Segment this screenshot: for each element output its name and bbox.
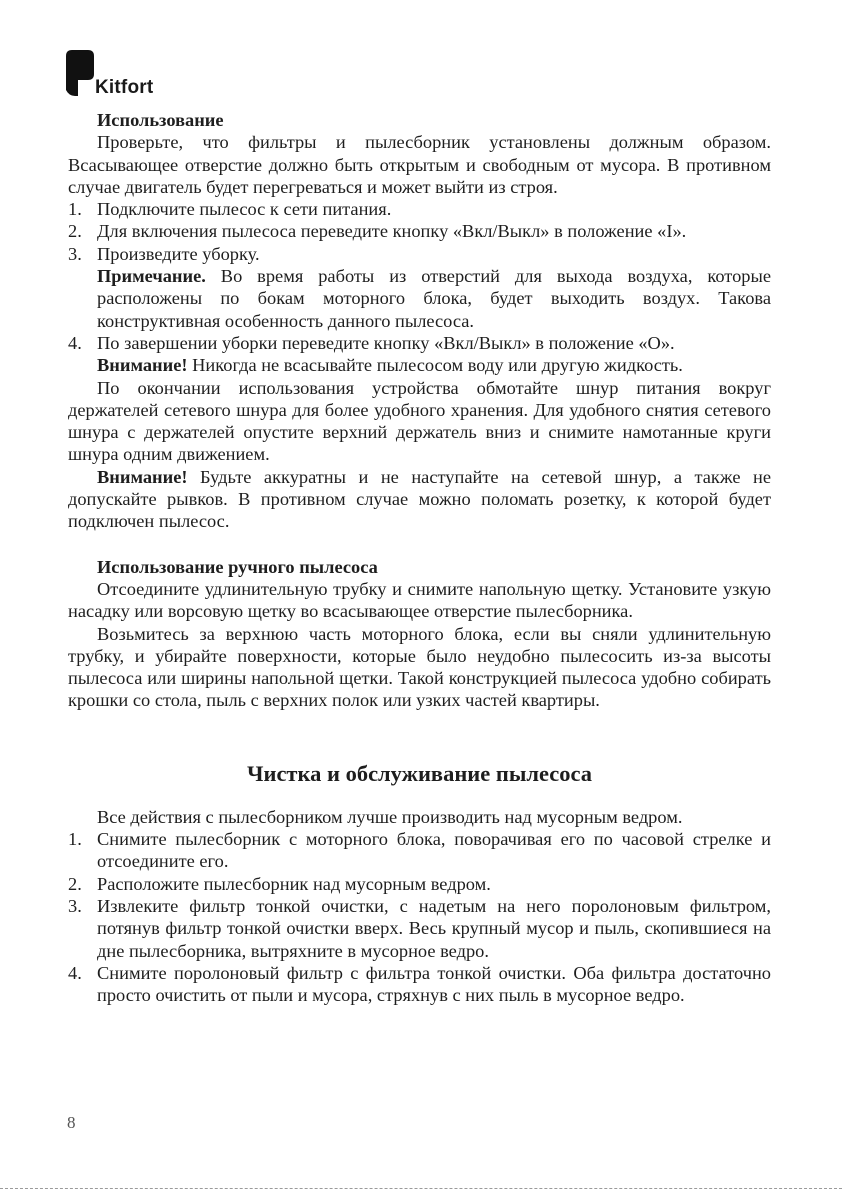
list-number: 1. <box>68 829 82 850</box>
document-body <box>68 109 771 1006</box>
page-number: 8 <box>67 1113 76 1132</box>
usage-intro: Проверьте, что фильтры и пылесборник установлены должным образом. Всасывающее отверстие должно быть открытым и свободным от мусора. В противном случае двигатель будет перегреваться и может выйти из строя. <box>68 132 771 197</box>
list-text: Подключите пылесос к сети питания. <box>97 199 392 220</box>
list-item <box>68 828 771 873</box>
list-number: 3. <box>68 895 82 916</box>
storage-paragraph: По окончании использования устройства обмотайте шнур питания вокруг держателей сетевого шнура для более удобного хранения. Для удобного снятия сетевого шнура с держателей опустите верхний держатель вниз и снимите намотанные круги шнура одним движением. <box>68 377 771 465</box>
list-number: 1. <box>68 199 82 220</box>
list-number: 3. <box>68 243 82 264</box>
list-number: 2. <box>68 873 82 894</box>
list-text: По завершении уборки переведите кнопку «Вкл/Выкл» в положение «O». <box>97 332 675 353</box>
note-label: Примечание. <box>97 266 206 287</box>
section-title-handheld: Использование ручного пылесоса <box>97 556 378 577</box>
list-item <box>68 220 771 242</box>
section-title-cleaning: Чистка и обслуживание пылесоса <box>246 760 593 786</box>
page-bottom-divider <box>0 1188 842 1189</box>
warning-text: Будьте аккуратны и не наступайте на сетевой шнур, а также не допускайте рывков. В противном случае можно поломать розетку, к которой будет подключен пылесос. <box>68 466 771 532</box>
list-text: Для включения пылесоса переведите кнопку «Вкл/Выкл» в положение «I». <box>97 221 687 242</box>
list-text: Снимите поролоновый фильтр с фильтра тонкой очистки. Оба фильтра достаточно просто очистить от пыли и мусора, стряхнув с них пыль в мусорное ведро. <box>97 962 771 1006</box>
list-item <box>68 962 771 1007</box>
list-item <box>68 332 771 354</box>
list-text: Снимите пылесборник с моторного блока, поворачивая его по часовой стрелке и отсоедините его. <box>97 829 771 872</box>
warning-paragraph <box>68 466 771 533</box>
list-number: 4. <box>68 332 82 353</box>
list-number: 4. <box>68 962 82 983</box>
list-text: Произведите уборку. <box>97 243 260 264</box>
handheld-paragraph: Возьмитесь за верхнюю часть моторного блока, если вы сняли удлинительную трубку, и убирайте поверхности, которые было неудобно пылесосить из-за высоты пылесоса или ширины напольной щетки. Такой конструкцией пылесоса удобно собирать крошки со стола, пыль с верхних полок или узких частей квартиры. <box>68 623 771 711</box>
handheld-paragraph: Отсоедините удлинительную трубку и снимите напольную щетку. Установите узкую насадку или ворсовую щетку во всасывающее отверстие пылесборника. <box>68 578 771 622</box>
cleaning-intro: Все действия с пылесборником лучше производить над мусорным ведром. <box>97 806 683 827</box>
list-text: Извлеките фильтр тонкой очистки, с надетым на него поролоновым фильтром, потянув фильтр тонкой очистки вверх. Весь крупный мусор и пыль, скопившиеся на дне пылесборника, вытряхните в мусорное ведро. <box>97 895 771 961</box>
list-number: 2. <box>68 221 82 242</box>
warning-text: Никогда не всасывайте пылесосом воду или другую жидкость. <box>187 355 683 376</box>
list-text: Расположите пылесборник над мусорным ведром. <box>97 873 491 894</box>
list-item <box>68 895 771 962</box>
logo-text: Kitfort <box>95 77 154 98</box>
warning-paragraph <box>68 354 771 376</box>
list-item <box>68 198 771 220</box>
section-title-usage: Использование <box>97 110 224 130</box>
warning-label: Внимание! <box>97 466 188 487</box>
note-text: Во время работы из отверстий для выхода воздуха, которые расположены по бокам моторного блока, будет выходить воздух. Такова конструктивная особенность данного пылесоса. <box>97 266 771 331</box>
kitfort-logo-mark <box>66 50 94 98</box>
list-item <box>68 243 771 265</box>
list-item <box>68 873 771 895</box>
note-paragraph <box>68 265 771 332</box>
warning-label: Внимание! <box>97 355 188 376</box>
